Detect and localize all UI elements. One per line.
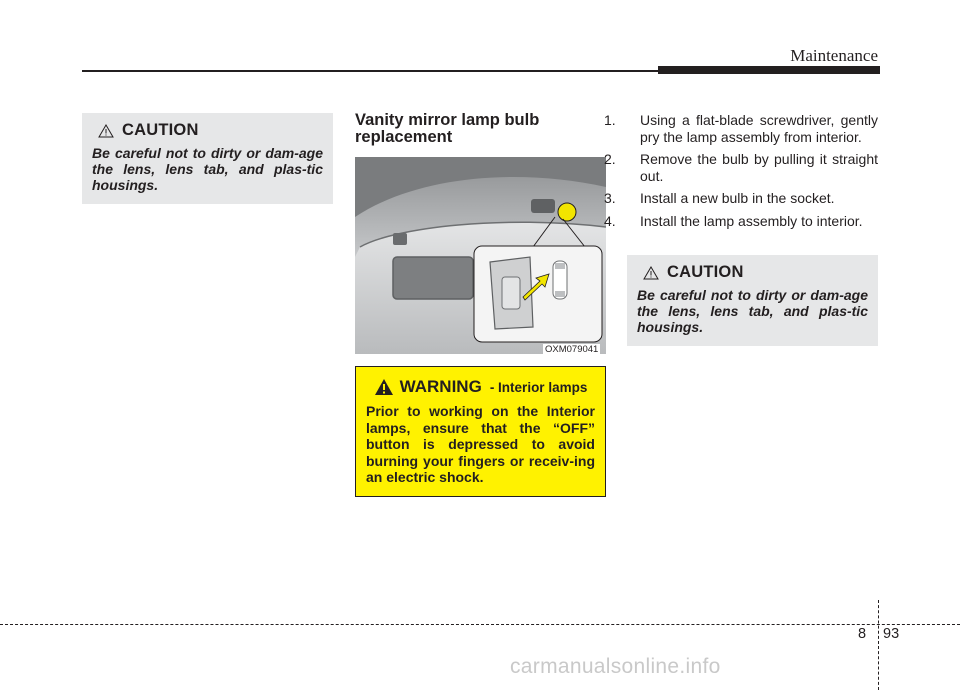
caution-box-left [82, 113, 333, 204]
step-number: 4. [604, 212, 616, 229]
section-heading: Vanity mirror lamp bulb replacement [355, 111, 540, 146]
footer-divider [878, 600, 879, 690]
step-text: Install the lamp assembly to interior. [640, 212, 863, 229]
footer-rule [0, 624, 960, 625]
step-text: Remove the bulb by pulling it straight out. [640, 151, 878, 184]
caution-box-right [627, 255, 878, 346]
step-text: Install a new bulb in the socket. [640, 190, 835, 206]
page-number: 93 [883, 626, 900, 642]
warning-subtitle: - Interior lamps [489, 379, 588, 395]
warning-text: Prior to working on the Interior lamps, ensure that the “OFF” button is depressed to avoid burning your fingers or receiv-ing an electric shock. [366, 403, 595, 485]
list-item [604, 151, 878, 184]
watermark: carmanualsonline.info [510, 655, 721, 678]
list-item [604, 212, 878, 230]
caution-title: CAUTION [667, 263, 744, 281]
header-title: Maintenance [790, 46, 878, 65]
caution-title: CAUTION [122, 121, 199, 139]
caution-header [643, 263, 868, 282]
warning-box [355, 366, 606, 497]
list-item [604, 112, 878, 145]
figure-code: OXM079041 [545, 344, 599, 355]
caution-triangle-icon [643, 266, 659, 280]
caution-text: Be careful not to dirty or dam-age the lens, lens tab, and plas-tic housings. [92, 145, 323, 193]
chapter-number: 8 [858, 626, 867, 642]
list-item [604, 190, 878, 207]
procedure-steps [604, 112, 878, 235]
caution-header [98, 121, 323, 140]
vanity-lamp-illustration [355, 157, 606, 354]
step-number: 3. [604, 190, 616, 206]
warning-triangle-icon [374, 378, 394, 396]
caution-triangle-icon [98, 124, 114, 138]
step-number: 1. [604, 112, 616, 128]
header-rule-accent [658, 66, 880, 74]
caution-text: Be careful not to dirty or dam-age the lens, lens tab, and plas-tic housings. [637, 287, 868, 335]
warning-header [366, 377, 595, 397]
step-text: Using a flat-blade screwdriver, gently pry the lamp assembly from interior. [640, 112, 878, 145]
warning-title: WARNING [399, 377, 482, 396]
header-rule [82, 70, 662, 72]
step-number: 2. [604, 151, 616, 167]
